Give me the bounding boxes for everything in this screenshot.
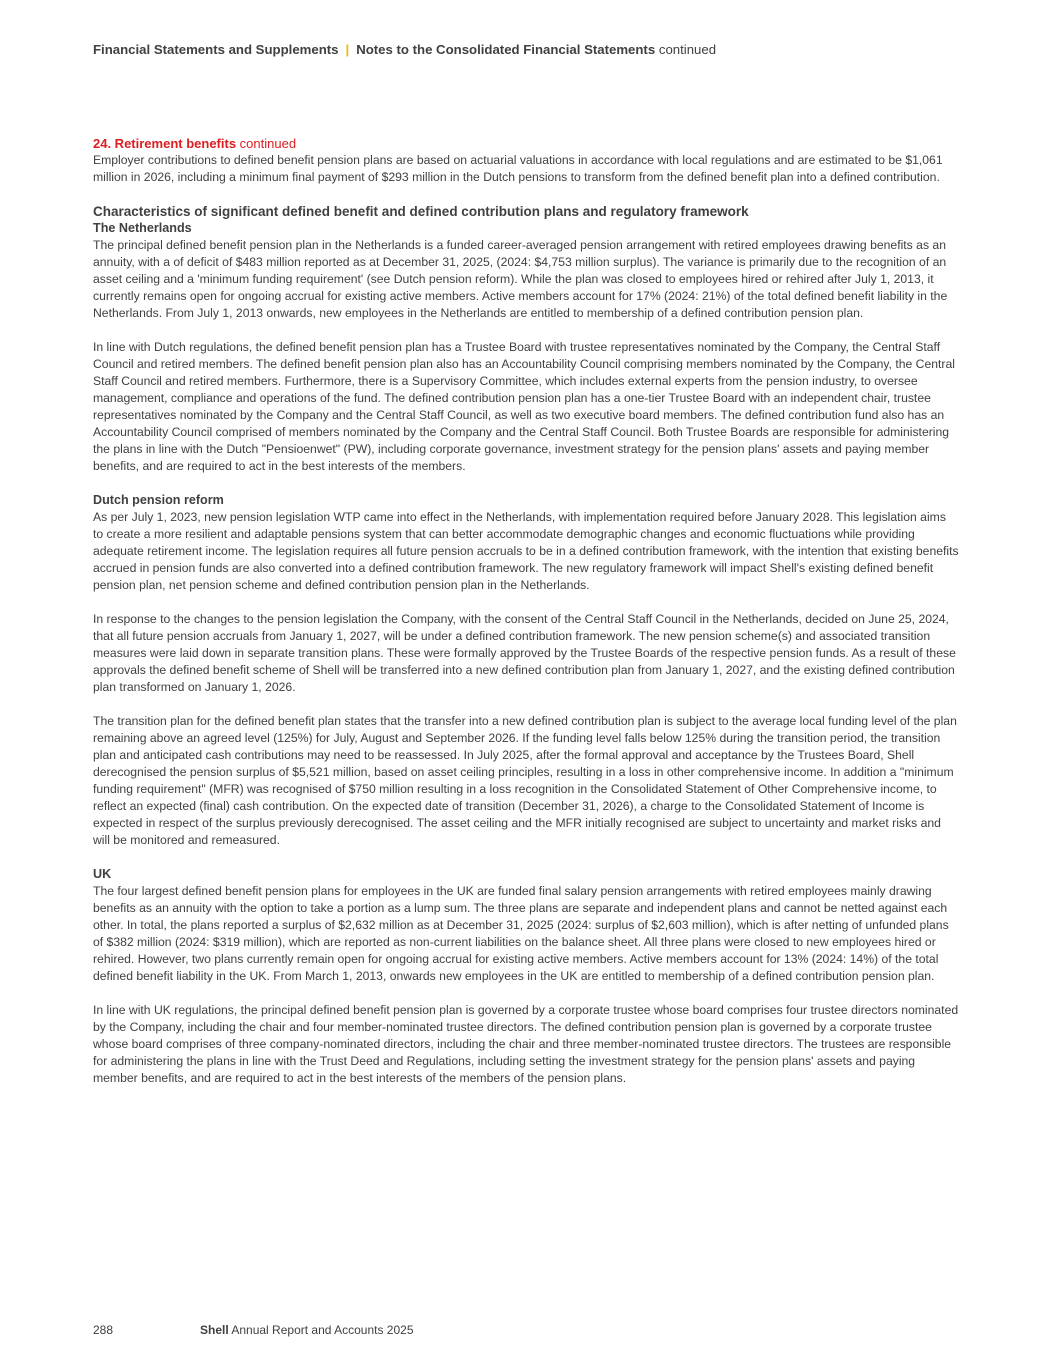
running-header [93, 42, 716, 57]
header-continued: continued [658, 42, 717, 57]
intro-paragraph: Employer contributions to defined benefit pension plans are based on actuarial valuations in accordance with local regulations and are estimated to be $1,061 million in 2026, including a minimum final payment of $293 million in the Dutch pensions to transform from the defined benefit plan into a defined contribution. [93, 153, 943, 184]
dutch-reform-paragraph-3: The transition plan for the defined benefit plan states that the transfer into a new defined contribution plan is subject to the average local funding level of the plan remaining above an agreed level (125%) for July, August and September 2026. If the funding level falls below 125% during the transition period, the transition plan and anticipated cash contributions may need to be reassessed. In July 2025, after the formal approval and acceptance by the Trustees Board, Shell derecognised the pension surplus of $5,521 million, based on asset ceiling principles, resulting in a loss in other comprehensive income. In addition a "minimum funding requirement" (MFR) was recognised of $750 million resulting in a loss recognition in the Consolidated Statement of Other Comprehensive income, to reflect an expected (final) cash contribution. On the expected date of transition (December 31, 2026), a charge to the Consolidated Statement of Income is expected in respect of the surplus previously derecognised. The asset ceiling and the MFR initially recognised are subject to uncertainty and market risks and will be monitored and remeasured. [93, 714, 957, 847]
page-number: 288 [93, 1323, 114, 1337]
note-title [93, 135, 959, 152]
report-title: Annual Report and Accounts 2025 [231, 1323, 414, 1337]
netherlands-paragraph-1: The principal defined benefit pension plan in the Netherlands is a funded career-averaged pension arrangement with retired employees drawing benefits as an annuity, with a of deficit of $483 million reported as at December 31, 2025, (2024: $4,753 million surplus). The variance is primarily due to the recognition of an asset ceiling and a 'minimum funding requirement' (see Dutch pension reform). While the plan was closed to employees hired or rehired after July 1, 2013, it currently remains open for ongoing accrual for existing active members. Active members account for 17% (2024: 21%) of the total defined benefit liability in the Netherlands. From July 1, 2013 onwards, new employees in the Netherlands are entitled to membership of a defined contribution pension plan. [93, 238, 948, 320]
brand-name: Shell [200, 1323, 229, 1337]
header-subsection: Notes to the Consolidated Financial Statements [356, 42, 656, 57]
uk-paragraph-1: The four largest defined benefit pension plans for employees in the UK are funded final salary pension arrangements with retired employees mainly drawing benefits as an annuity with the option to take a portion as a lump sum. The three plans are separate and independent plans and cannot be netted against each other. In total, the plans reported a surplus of $2,632 million as at December 31, 2025 (2024: surplus of $2,603 million), which is after netting of unfunded plans of $382 million (2024: $319 million), which are reported as non-current liabilities on the balance sheet. All three plans were closed to new employees hired or rehired. However, two plans currently remain open for ongoing accrual for existing active members. Active members account for 13% (2024: 14%) of the total defined benefit liability in the UK. From March 1, 2013, onwards new employees in the UK are entitled to membership of a defined contribution pension plan. [93, 884, 949, 983]
netherlands-heading: The Netherlands [93, 221, 192, 235]
footer-brand [200, 1323, 414, 1337]
netherlands-paragraph-2: In line with Dutch regulations, the defined benefit pension plan has a Trustee Board with trustee representatives nominated by the Company, the Central Staff Council and retired members. The defined benefit pension plan also has an Accountability Council comprising members nominated by the Company, the Central Staff Council and retired members. Furthermore, there is a Supervisory Committee, which includes external experts from the pension industry, to oversee management, compliance and operations of the fund. The defined contribution pension plan has a one-tier Trustee Board with an independent chair, trustee representatives nominated by the Company and the Central Staff Council, as well as two executive board members. The defined contribution fund also has an Accountability Council comprised of members nominated by the Company and the Central Staff Council. Both Trustee Boards are responsible for administering the plans in line with the Dutch "Pensioenwet" (PW), including corporate governance, investment strategy for the pension plans' assets and paying member benefits, and are required to act in the best interests of the members. [93, 340, 955, 473]
uk-heading: UK [93, 867, 112, 881]
header-section: Financial Statements and Supplements [93, 42, 339, 57]
note-number-title: 24. Retirement benefits [93, 136, 237, 151]
dutch-reform-paragraph-1: As per July 1, 2023, new pension legislation WTP came into effect in the Netherlands, with implementation required before January 2028. This legislation aims to create a more resilient and adaptable pensions system that can better accommodate demographic changes and economic fluctuations while providing adequate retirement income. The legislation requires all future pension accruals to be in a defined contribution framework, with the intention that existing benefits accrued in pension funds are also converted into a defined contribution framework. The new regulatory framework will impact Shell's existing defined benefit pension plan, net pension scheme and defined contribution pension plan in the Netherlands. [93, 510, 959, 592]
dutch-reform-heading: Dutch pension reform [93, 493, 224, 507]
dutch-reform-paragraph-2: In response to the changes to the pension legislation the Company, with the consent of the Central Staff Council in the Netherlands, decided on June 25, 2024, that all future pension accruals from January 1, 2027, will be under a defined contribution framework. The new pension scheme(s) and associated transition measures were laid down in separate transition plans. These were formally approved by the Trustee Boards of the respective pension funds. As a result of these approvals the defined benefit scheme of Shell will be transferred into a new defined contribution plan from January 1, 2027, and the existing defined contribution plan transformed on January 1, 2026. [93, 612, 956, 694]
note-content [93, 135, 959, 1087]
header-separator: | [345, 42, 350, 57]
note-continued: continued [239, 136, 297, 151]
characteristics-heading: Characteristics of significant defined benefit and defined contribution plans and regulatory framework [93, 204, 749, 219]
uk-paragraph-2: In line with UK regulations, the principal defined benefit pension plan is governed by a corporate trustee whose board comprises four trustee directors nominated by the Company, including the chair and four member-nominated trustee directors. The defined contribution pension plan is governed by a corporate trustee whose board comprises of three company-nominated directors, including the chair and three member-nominated trustee directors. The trustees are responsible for administering the plans in line with the Trust Deed and Regulations, including setting the investment strategy for the pension plans' assets and paying member benefits, and are required to act in the best interests of the members of the pension plans. [93, 1003, 959, 1085]
page-footer [93, 1323, 414, 1337]
